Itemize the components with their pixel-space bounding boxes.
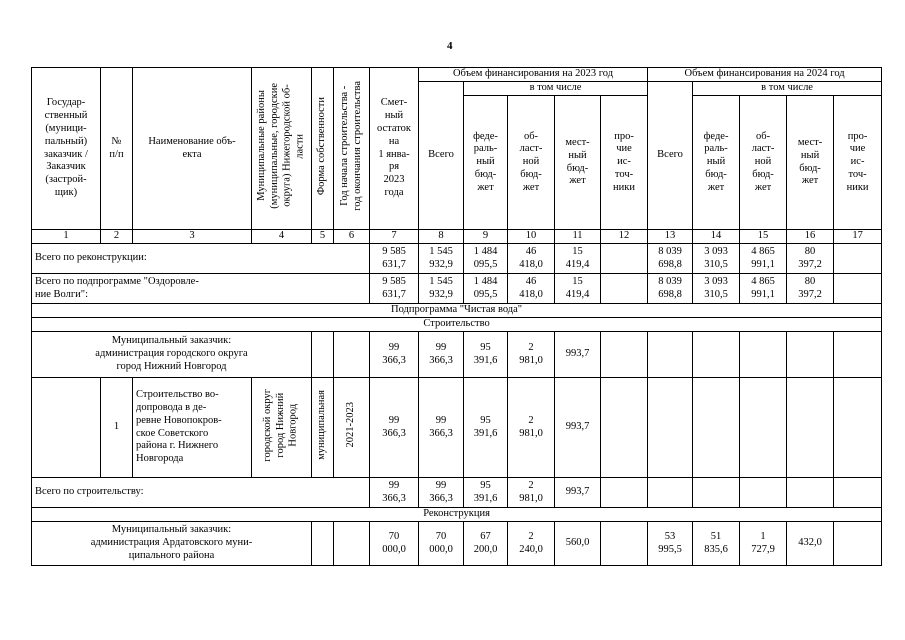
header-districts: Муниципальные районы (муниципальные, городские округа) Нижегородской об- ласти [252,68,312,230]
row-spacer [334,522,370,566]
column-number: 3 [133,230,252,244]
table-row [32,478,882,508]
column-number: 16 [787,230,834,244]
column-number: 8 [419,230,464,244]
header-federal-2024: феде- раль- ный бюд- жет [693,96,740,230]
header-other-2024: про- чие ис- точ- ники [834,96,882,230]
value-cell [693,478,740,508]
value-cell: 4 865 991,1 [740,274,787,304]
value-cell: 99 366,3 [419,478,464,508]
value-cell [834,522,882,566]
column-number: 6 [334,230,370,244]
value-cell: 2 981,0 [508,332,555,378]
page-number: 4 [447,40,453,52]
column-number: 17 [834,230,882,244]
value-cell: 46 418,0 [508,244,555,274]
value-cell: 99 366,3 [370,478,419,508]
table-row [32,244,882,274]
header-including-2024: в том числе [693,82,882,96]
value-cell: 99 366,3 [419,332,464,378]
header-customer: Государ- ственный (муници- пальный) заказчик / Заказчик (застрой- щик) [32,68,101,230]
value-cell: 1 484 095,5 [464,244,508,274]
value-cell: 560,0 [555,522,601,566]
value-cell: 99 366,3 [419,378,464,478]
header-years: Год начала строительства - год окончания строительства [334,68,370,230]
value-cell: 95 391,6 [464,478,508,508]
column-number: 2 [101,230,133,244]
header-regional-2023: об- ласт- ной бюд- жет [508,96,555,230]
object-years: 2021-2023 [334,378,370,478]
header-local-2024: мест- ный бюд- жет [787,96,834,230]
value-cell: 80 397,2 [787,244,834,274]
column-number: 9 [464,230,508,244]
table-row [32,274,882,304]
value-cell: 99 366,3 [370,332,419,378]
header-balance: Смет- ный остаток на 1 янва- ря 2023 года [370,68,419,230]
value-cell: 1 484 095,5 [464,274,508,304]
value-cell: 993,7 [555,378,601,478]
value-cell: 15 419,4 [555,274,601,304]
value-cell [648,478,693,508]
row-label: Всего по реконструкции: [32,244,370,274]
object-district: городской округ город Нижний Новгород [252,378,312,478]
column-number: 12 [601,230,648,244]
value-cell: 432,0 [787,522,834,566]
value-cell: 2 981,0 [508,378,555,478]
row-spacer [312,522,334,566]
value-cell: 993,7 [555,478,601,508]
column-number: 10 [508,230,555,244]
financing-table [31,67,882,566]
subprogram-title: Подпрограмма "Чистая вода" [32,304,882,318]
value-cell: 46 418,0 [508,274,555,304]
customer-label: Муниципальный заказчик: администрация Ардатовского муни- ципального района [32,522,312,566]
object-ownership: муниципальная [312,378,334,478]
column-number: 5 [312,230,334,244]
value-cell [834,478,882,508]
value-cell [834,332,882,378]
value-cell [834,274,882,304]
column-number: 11 [555,230,601,244]
value-cell: 4 865 991,1 [740,244,787,274]
section-reconstruction: Реконструкция [32,508,882,522]
header-financing-2023: Объем финансирования на 2023 год [419,68,648,82]
value-cell: 3 093 310,5 [693,274,740,304]
value-cell [787,478,834,508]
value-cell: 9 585 631,7 [370,274,419,304]
header-number: № п/п [101,68,133,230]
value-cell [740,378,787,478]
value-cell [740,478,787,508]
column-numbers-row [32,230,882,244]
value-cell: 70 000,0 [370,522,419,566]
object-number: 1 [101,378,133,478]
value-cell: 70 000,0 [419,522,464,566]
value-cell [601,332,648,378]
header-federal-2023: феде- раль- ный бюд- жет [464,96,508,230]
value-cell: 1 545 932,9 [419,274,464,304]
row-label: Всего по строительству: [32,478,370,508]
value-cell [601,522,648,566]
header-ownership: Форма собственности [312,68,334,230]
value-cell [740,332,787,378]
header-object-name: Наименование объ- екта [133,68,252,230]
column-number: 13 [648,230,693,244]
value-cell [693,378,740,478]
table-row [32,332,882,378]
value-cell [601,378,648,478]
value-cell [648,332,693,378]
header-financing-2024: Объем финансирования на 2024 год [648,68,882,82]
value-cell [787,378,834,478]
value-cell: 80 397,2 [787,274,834,304]
row-spacer [312,332,334,378]
value-cell [601,274,648,304]
customer-label: Муниципальный заказчик: администрация городского округа город Нижний Новгород [32,332,312,378]
table-row [32,378,882,478]
column-number: 15 [740,230,787,244]
value-cell: 15 419,4 [555,244,601,274]
column-number: 1 [32,230,101,244]
row-spacer [334,332,370,378]
value-cell: 8 039 698,8 [648,244,693,274]
value-cell: 1 545 932,9 [419,244,464,274]
value-cell: 99 366,3 [370,378,419,478]
header-total-2023: Всего [419,82,464,230]
value-cell [787,332,834,378]
row-spacer [32,378,101,478]
header-including-2023: в том числе [464,82,648,96]
value-cell: 3 093 310,5 [693,244,740,274]
section-construction: Строительство [32,318,882,332]
header-local-2023: мест- ный бюд- жет [555,96,601,230]
value-cell: 95 391,6 [464,332,508,378]
header-regional-2024: об- ласт- ной бюд- жет [740,96,787,230]
value-cell [834,378,882,478]
value-cell: 8 039 698,8 [648,274,693,304]
value-cell: 2 240,0 [508,522,555,566]
value-cell: 9 585 631,7 [370,244,419,274]
object-name: Строительство во- допровода в де- ревне Новопокров- ское Советского района г. Нижнего Новгорода [133,378,252,478]
column-number: 14 [693,230,740,244]
header-other-2023: про- чие ис- точ- ники [601,96,648,230]
header-total-2024: Всего [648,82,693,230]
value-cell [648,378,693,478]
value-cell [834,244,882,274]
value-cell: 993,7 [555,332,601,378]
value-cell [601,478,648,508]
value-cell: 67 200,0 [464,522,508,566]
value-cell: 2 981,0 [508,478,555,508]
column-number: 7 [370,230,419,244]
value-cell: 51 835,6 [693,522,740,566]
value-cell: 53 995,5 [648,522,693,566]
value-cell: 95 391,6 [464,378,508,478]
value-cell [601,244,648,274]
value-cell [693,332,740,378]
value-cell: 1 727,9 [740,522,787,566]
row-label: Всего по подпрограмме "Оздоровле- ние Волги": [32,274,370,304]
column-number: 4 [252,230,312,244]
table-row [32,522,882,566]
